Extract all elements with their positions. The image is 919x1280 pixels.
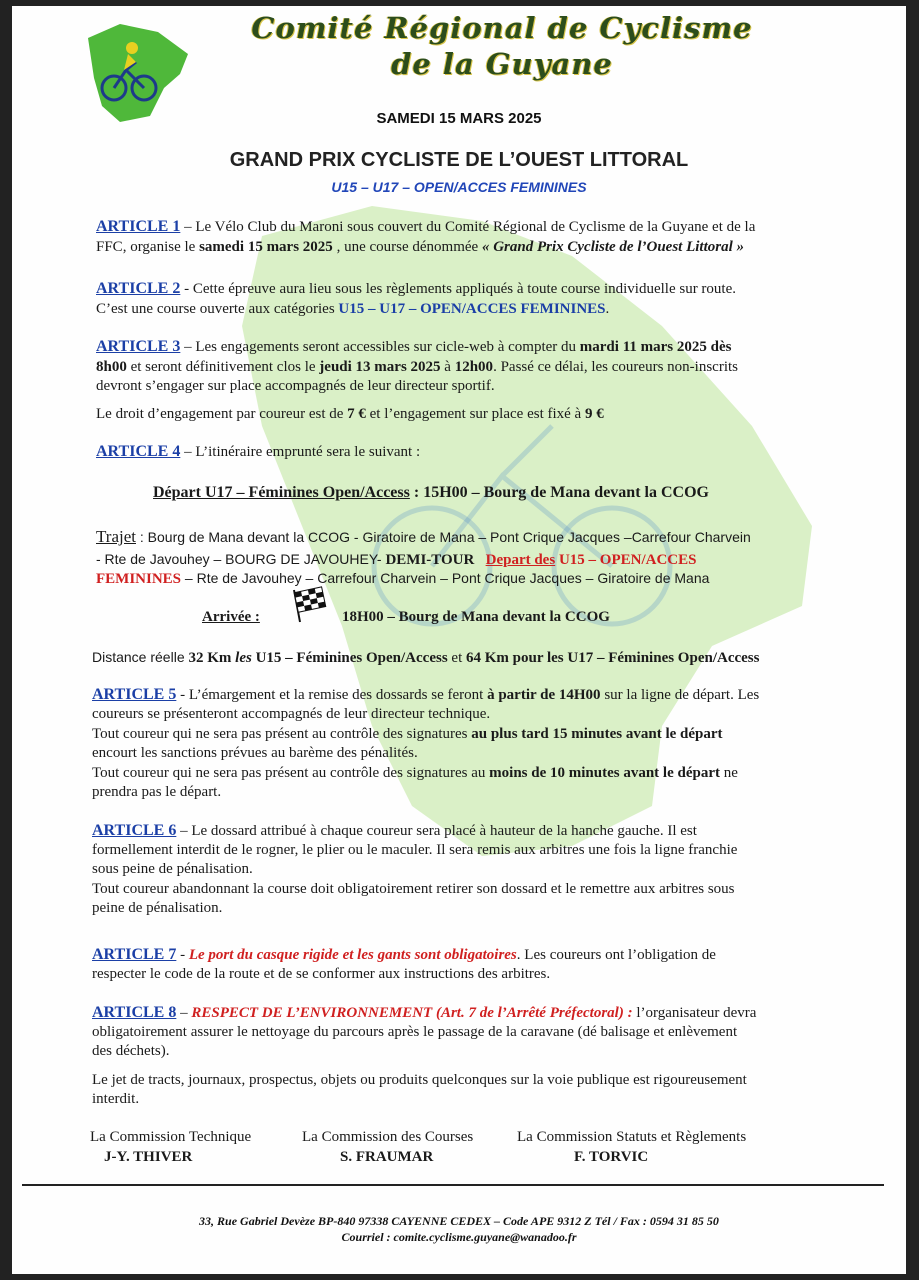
article-3-fees: Le droit d’engagement par coureur est de 7 € et l’engagement sur place est fixé à 9 €: [96, 406, 604, 422]
article-6-line-2: formellement interdit de le rogner, le plier ou le maculer. Il sera remis aux arbitres une fois la ligne franchie: [92, 842, 738, 858]
article-5-line-1: ARTICLE 5 - L’émargement et la remise des dossards se feront à partir de 14H00 sur la ligne de départ. Les: [92, 686, 760, 703]
organization-header: [192, 10, 812, 82]
article-8-line-3: des déchets).: [92, 1043, 170, 1059]
document-page: [12, 6, 906, 1274]
article-8-line-4: Le jet de tracts, journaux, prospectus, objets ou produits quelconques sur la voie publique est rigoureusement: [92, 1072, 747, 1088]
article-7-label: ARTICLE 7: [92, 946, 177, 963]
event-title: GRAND PRIX CYCLISTE DE L’OUEST LITTORAL: [229, 149, 689, 171]
article-8-line-1: ARTICLE 8 – RESPECT DE L’ENVIRONNEMENT (Art. 7 de l’Arrêté Préfectoral) : l’organisateur devra: [92, 1004, 757, 1021]
org-name-line2: de la Guyane: [391, 47, 613, 81]
article-3-line-1: ARTICLE 3 – Les engagements seront accessibles sur cicle-web à compter du mardi 11 mars 2025 dès: [96, 338, 732, 355]
article-1-line-1: ARTICLE 1 – Le Vélo Club du Maroni sous couvert du Comité Régional de Cyclisme de la Guyane et de la: [96, 218, 756, 235]
article-2-label: ARTICLE 2: [96, 280, 181, 297]
article-7-line-1: ARTICLE 7 - Le port du casque rigide et les gants sont obligatoires. Les coureurs ont l’obligation de: [92, 946, 716, 963]
article-3-line-3: devront s’engager sur place accompagnés de leur directeur sportif.: [96, 378, 495, 394]
departure-line: Départ U17 – Féminines Open/Access : 15H00 – Bourg de Mana devant la CCOG: [153, 484, 709, 501]
article-8-line-5: interdit.: [92, 1091, 140, 1107]
article-6-label: ARTICLE 6: [92, 822, 177, 839]
article-4-label: ARTICLE 4: [96, 443, 181, 460]
article-3-line-2: 8h00 et seront définitivement clos le jeudi 13 mars 2025 à 12h00. Passé ce délai, les coureurs non-inscrits: [96, 359, 738, 375]
article-6-line-1: ARTICLE 6 – Le dossard attribué à chaque coureur sera placé à hauteur de la hanche gauche. Il est: [92, 822, 697, 839]
footer-divider: [22, 1184, 884, 1186]
article-1-line-2: FFC, organise le samedi 15 mars 2025 , une course dénommée « Grand Prix Cycliste de l’Ouest Littoral »: [96, 239, 745, 255]
article-2-line-1: ARTICLE 2 - Cette épreuve aura lieu sous les règlements appliqués à toute course individuelle sur route.: [96, 280, 737, 297]
article-7-line-2: respecter le code de la route et de se conformer aux instructions des arbitres.: [92, 966, 551, 982]
article-5-line-3: Tout coureur qui ne sera pas présent au contrôle des signatures au plus tard 15 minutes avant le départ: [92, 726, 723, 742]
article-6-line-5: peine de pénalisation.: [92, 900, 223, 916]
signature-courses-name: S. FRAUMAR: [340, 1149, 434, 1165]
article-5-line-6: prendra pas le départ.: [92, 784, 222, 800]
article-4-line-1: ARTICLE 4 – L’itinéraire emprunté sera le suivant :: [96, 443, 421, 460]
event-categories: U15 – U17 – OPEN/ACCES FEMININES: [331, 179, 587, 195]
signature-statuts-role: La Commission Statuts et Règlements: [517, 1129, 747, 1145]
article-1-label: ARTICLE 1: [96, 218, 181, 235]
signature-technique-role: La Commission Technique: [90, 1129, 252, 1145]
event-date: SAMEDI 15 MARS 2025: [376, 110, 542, 127]
checkered-flag-icon: [288, 586, 328, 624]
footer-email: Courriel : comite.cyclisme.guyane@wanadoo.fr: [341, 1230, 577, 1244]
route-line-2: - Rte de Javouhey – BOURG DE JAVOUHEY- DEMI-TOUR Depart des U15 – OPEN/ACCES: [96, 551, 697, 568]
article-5-line-5: Tout coureur qui ne sera pas présent au contrôle des signatures au moins de 10 minutes avant le départ ne: [92, 765, 738, 781]
route-line-1: Trajet : Bourg de Mana devant la CCOG - Giratoire de Mana – Pont Crique Jacques –Carrefour Charvein: [96, 527, 751, 546]
article-5-line-2: coureurs se présenteront accompagnés de leur directeur technique.: [92, 706, 491, 722]
article-5-line-4: encourt les sanctions prévues au barème des pénalités.: [92, 745, 418, 761]
org-name-line1: Comité Régional de Cyclisme: [251, 11, 753, 45]
article-8-line-2: obligatoirement assurer le nettoyage du parcours après le passage de la caravane (dé balisage et enlèvement: [92, 1024, 738, 1040]
article-2-line-2: C’est une course ouverte aux catégories U15 – U17 – OPEN/ACCES FEMININES.: [96, 301, 610, 317]
article-6-line-4: Tout coureur abandonnant la course doit obligatoirement retirer son dossard et le remettre aux arbitres sous: [92, 881, 735, 897]
footer-address: 33, Rue Gabriel Devèze BP-840 97338 CAYENNE CEDEX – Code APE 9312 Z Tél / Fax : 0594 31 85 50: [199, 1214, 719, 1228]
article-6-line-3: sous peine de pénalisation.: [92, 861, 253, 877]
signature-courses-role: La Commission des Courses: [302, 1129, 474, 1145]
article-8-label: ARTICLE 8: [92, 1004, 177, 1021]
arrival-label: Arrivée :: [202, 609, 260, 625]
article-3-label: ARTICLE 3: [96, 338, 181, 355]
arrival-time: 18H00 – Bourg de Mana devant la CCOG: [342, 609, 610, 625]
distance-line: Distance réelle 32 Km les U15 – Féminines Open/Access et 64 Km pour les U17 – Féminines Open/Access: [92, 649, 760, 666]
signature-technique-name: J-Y. THIVER: [104, 1149, 193, 1165]
article-5-label: ARTICLE 5: [92, 686, 177, 703]
route-line-3: FEMININES – Rte de Javouhey – Carrefour Charvein – Pont Crique Jacques – Giratoire de Mana: [96, 570, 710, 587]
signature-statuts-name: F. TORVIC: [574, 1149, 649, 1165]
